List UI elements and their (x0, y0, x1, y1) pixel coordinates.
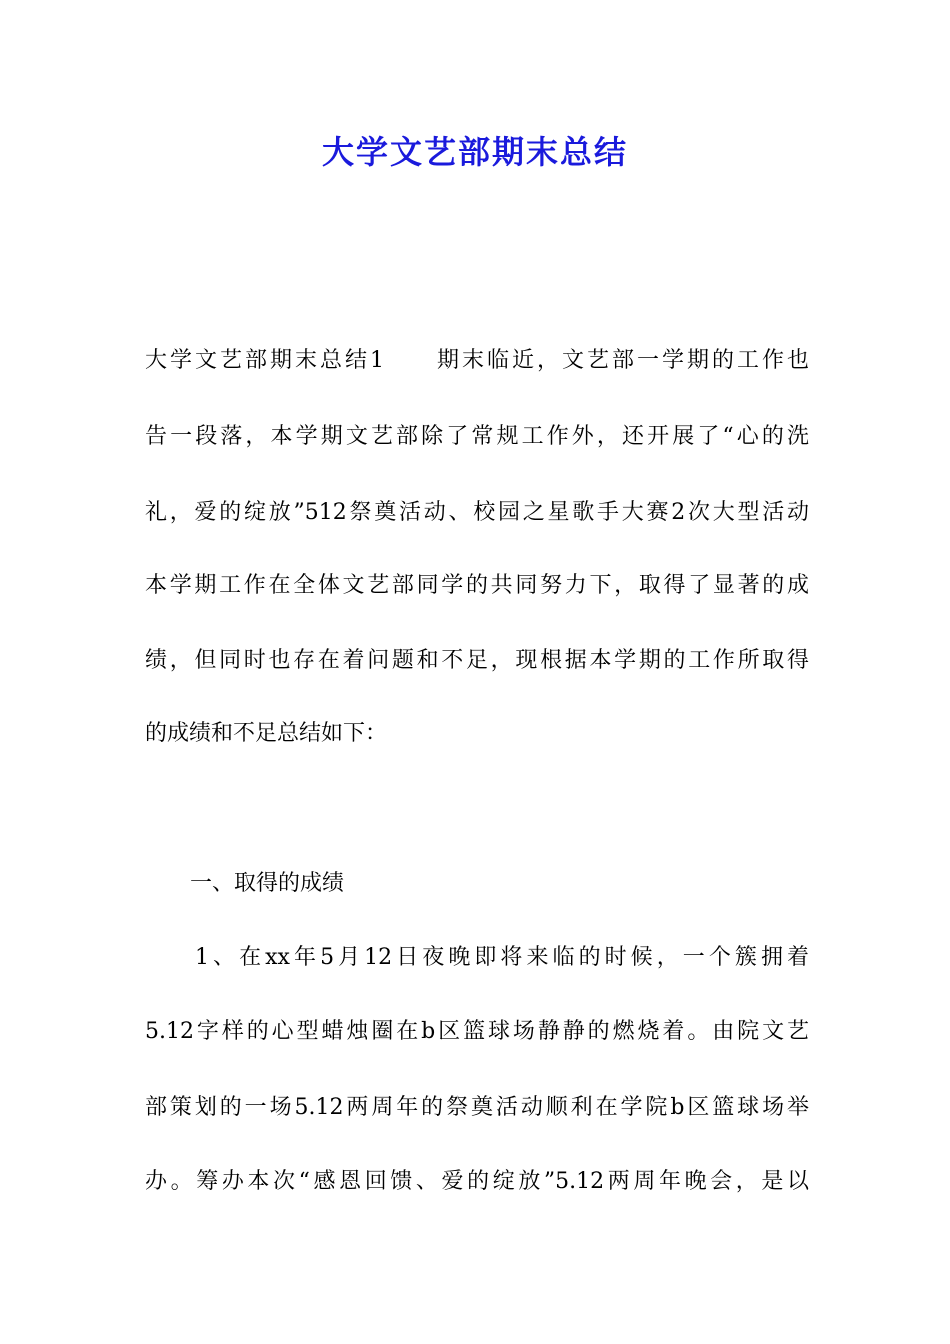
intro-line-4: 本学期工作在全体文艺部同学的共同努力下，取得了显著的成 (145, 573, 809, 598)
section-line-3: 部策划的一场5.12两周年的祭奠活动顺利在学院b区篮球场举 (145, 1095, 809, 1120)
intro-line-5: 绩，但同时也存在着问题和不足，现根据本学期的工作所取得 (145, 648, 809, 673)
intro-line-2: 告一段落，本学期文艺部除了常规工作外，还开展了“心的洗 (145, 424, 809, 449)
intro-line-3: 礼，爱的绽放”512祭奠活动、校园之星歌手大赛2次大型活动 (145, 500, 809, 525)
section-line-2: 5.12字样的心型蜡烛圈在b区篮球场静静的燃烧着。由院文艺 (145, 1019, 809, 1044)
intro-line-1: 大学文艺部期末总结1 期末临近，文艺部一学期的工作也 (145, 348, 809, 373)
section-heading: 一、取得的成绩 (190, 871, 345, 896)
document-title: 大学文艺部期末总结 (321, 133, 628, 171)
section-line-1: 1、在xx年5月12日夜晚即将来临的时候，一个簇拥着 (195, 945, 809, 970)
intro-line-6: 的成绩和不足总结如下： (145, 721, 388, 746)
section-line-4: 办。筹办本次“感恩回馈、爱的绽放”5.12两周年晚会，是以 (145, 1169, 809, 1194)
